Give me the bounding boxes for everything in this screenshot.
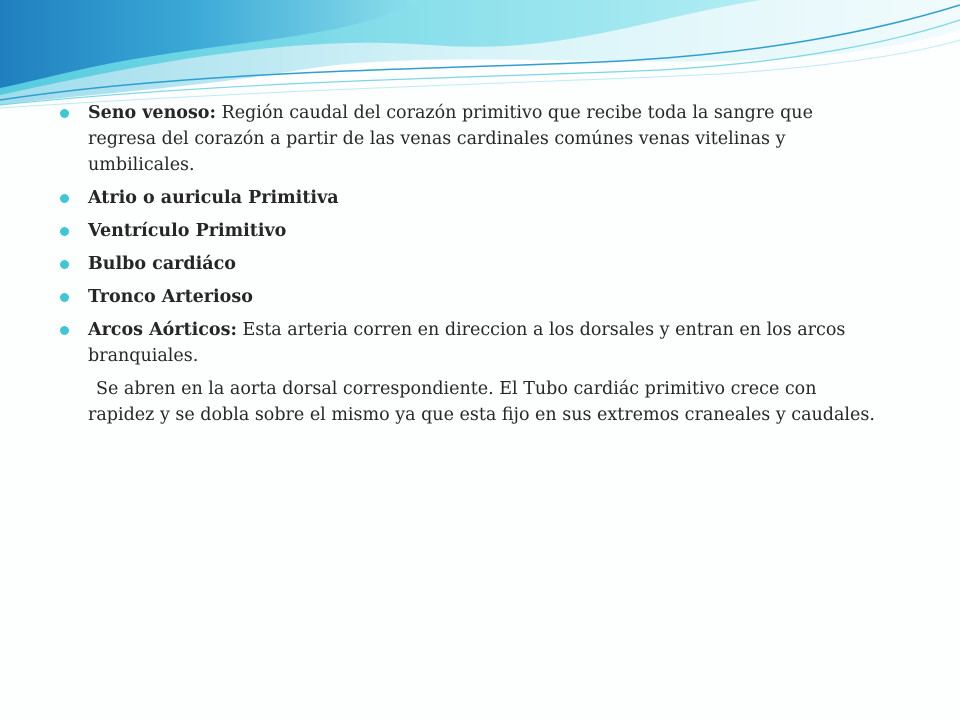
list-item xyxy=(60,251,880,277)
list-item xyxy=(60,317,880,369)
bullet-icon xyxy=(60,109,69,118)
list-item xyxy=(60,185,880,211)
item-term: Tronco Arterioso xyxy=(88,287,253,307)
bullet-icon xyxy=(60,293,69,302)
item-term: Ventrículo Primitivo xyxy=(88,221,287,241)
bullet-icon xyxy=(60,194,69,203)
item-text: Esta arteria corren en direccion a los dorsales y entran en los arcos branquiales. xyxy=(88,320,846,366)
item-term: Seno venoso: xyxy=(88,103,216,123)
list-item xyxy=(60,218,880,244)
list-item xyxy=(60,100,880,178)
bullet-icon xyxy=(60,326,69,335)
item-term: Arcos Aórticos: xyxy=(88,320,237,340)
list-item xyxy=(60,284,880,310)
item-term: Bulbo cardiáco xyxy=(88,254,236,274)
continuation-paragraph: Se abren en la aorta dorsal correspondiente. El Tubo cardiác primitivo crece con rapidez y se dobla sobre el mismo ya que esta fijo en sus extremos craneales y caudales. xyxy=(88,379,875,425)
item-text: Región caudal del corazón primitivo que recibe toda la sangre que regresa del corazón a partir de las venas cardinales comúnes venas vitelinas y umbilicales. xyxy=(88,103,813,175)
item-term: Atrio o auricula Primitiva xyxy=(88,188,339,208)
bullet-icon xyxy=(60,227,69,236)
bullet-list xyxy=(60,100,880,369)
bullet-icon xyxy=(60,260,69,269)
slide-body xyxy=(60,100,880,428)
